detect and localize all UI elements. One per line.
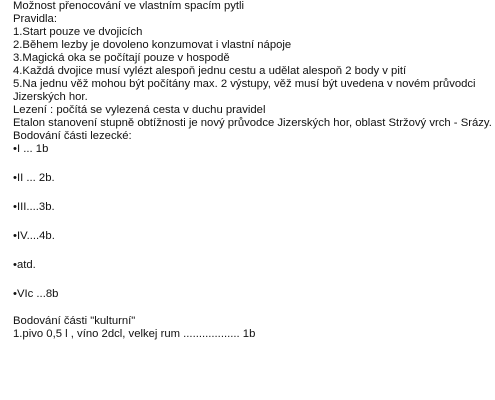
rule-item: 2.Během lezby je dovoleno konzumovat i vlastní nápoje <box>13 39 292 51</box>
document-body <box>13 0 493 341</box>
rule-item: 4.Každá dvojice musí vylézt alespoň jednu cestu a udělat alespoň 2 body v pití <box>13 65 407 77</box>
rules-heading: Pravidla: <box>13 13 57 25</box>
climbing-score-item: •I ... 1b <box>13 143 49 155</box>
climbing-score-item: •IV....4b. <box>13 230 55 242</box>
culture-score-item: 1.pivo 0,5 l , víno 2dcl, velkej rum .................. 1b <box>13 328 256 340</box>
climbing-scoring-heading: Bodování části lezecké: <box>13 130 132 142</box>
rule-item: 3.Magická oka se počítají pouze v hospodě <box>13 52 230 64</box>
rule-item: 1.Start pouze ve dvojicích <box>13 26 143 38</box>
text-line: Lezení : počítá se vylezená cesta v duchu pravidel <box>13 104 266 116</box>
climbing-score-item: •VIc ...8b <box>13 288 59 300</box>
culture-scoring-heading: Bodování části "kulturní" <box>13 315 136 327</box>
text-line: Etalon stanovení stupně obtížnosti je nový průvodce Jizerských hor, oblast Stržový vrch - Srázy. <box>13 117 492 129</box>
text-line: Možnost přenocování ve vlastním spacím pytli <box>13 0 245 12</box>
climbing-score-item: •atd. <box>13 259 36 271</box>
rule-item: 5.Na jednu věž mohou být počítány max. 2 výstupy, věž musí být uvedena v novém průvodci Jizerských hor. <box>13 78 476 103</box>
climbing-score-item: •III....3b. <box>13 201 55 213</box>
climbing-score-item: •II ... 2b. <box>13 172 55 184</box>
